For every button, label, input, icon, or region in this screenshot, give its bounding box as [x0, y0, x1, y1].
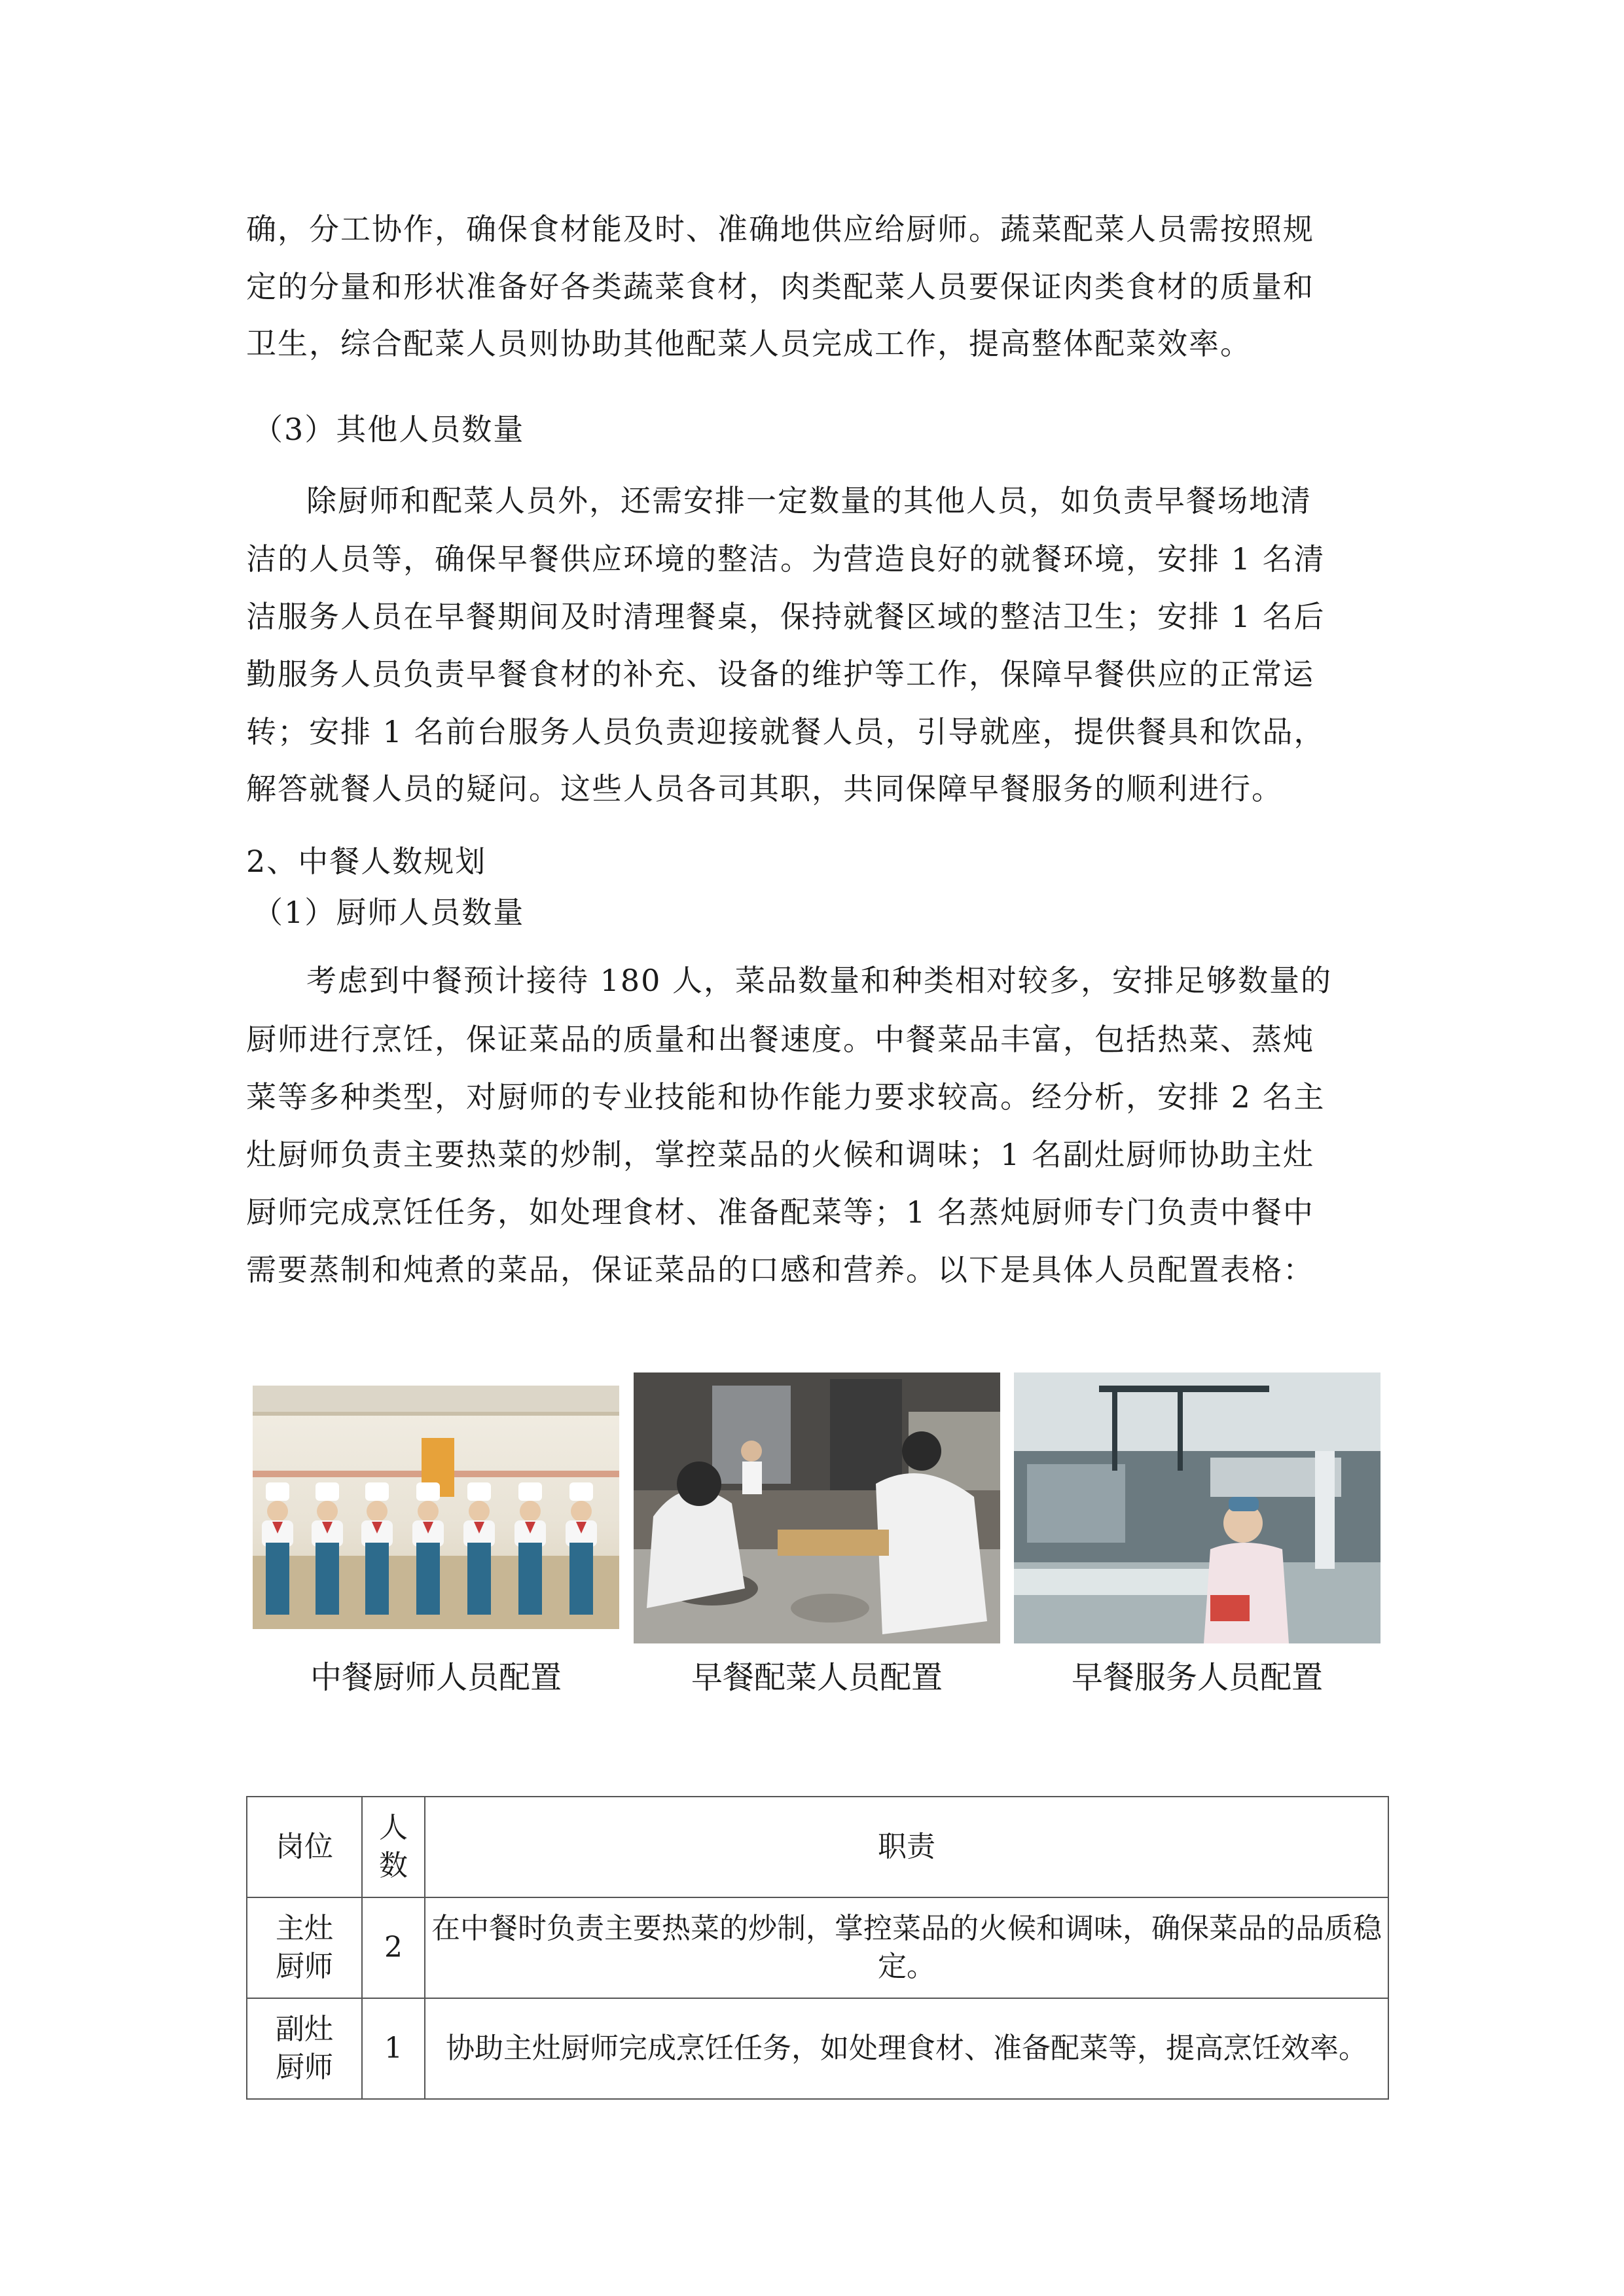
paragraph-line: 需要蒸制和炖煮的菜品，保证菜品的口感和营养。以下是具体人员配置表格：: [246, 1252, 1314, 1287]
staffing-table: [246, 1796, 1389, 2100]
paragraph-line: 勤服务人员负责早餐食材的补充、设备的维护等工作，保障早餐供应的正常运: [246, 656, 1314, 692]
paragraph-line: 洁的人员等，确保早餐供应环境的整洁。为营造良好的就餐环境，安排 1 名清: [246, 541, 1326, 577]
paragraph-line: 转；安排 1 名前台服务人员负责迎接就餐人员，引导就座，提供餐具和饮品，: [246, 714, 1326, 749]
paragraph-line: 灶厨师负责主要热菜的炒制，掌控菜品的火候和调味；1 名副灶厨师协助主灶: [246, 1137, 1314, 1172]
section-heading-lunch: 2、中餐人数规划: [246, 844, 487, 879]
photo-caption: 早餐服务人员配置: [1071, 1659, 1323, 1696]
paragraph-line: 定的分量和形状准备好各类蔬菜食材，肉类配菜人员要保证肉类食材的质量和: [246, 269, 1314, 304]
table-header-row: [247, 1797, 1388, 1897]
cell-count: 1: [362, 1998, 425, 2099]
paragraph-line: 卫生，综合配菜人员则协助其他配菜人员完成工作，提高整体配菜效率。: [246, 326, 1252, 361]
section-heading-chef-count: （1）厨师人员数量: [253, 895, 525, 930]
cell-duty: 协助主灶厨师完成烹饪任务，如处理食材、准备配菜等，提高烹饪效率。: [425, 1998, 1388, 2099]
kitchen-prep-photo: [634, 1372, 1000, 1643]
header-post: 岗位: [247, 1797, 362, 1897]
cell-post: [247, 1998, 362, 2099]
paragraph-line: 解答就餐人员的疑问。这些人员各司其职，共同保障早餐服务的顺利进行。: [246, 771, 1283, 806]
cell-count: 2: [362, 1897, 425, 1998]
cell-duty: 在中餐时负责主要热菜的炒制，掌控菜品的火候和调味，确保菜品的品质稳定。: [425, 1897, 1388, 1998]
paragraph-line: 确，分工协作，确保食材能及时、准确地供应给厨师。蔬菜配菜人员需按照规: [246, 211, 1314, 247]
paragraph-line: 洁服务人员在早餐期间及时清理餐桌，保持就餐区域的整洁卫生；安排 1 名后: [246, 599, 1326, 634]
service-counter-photo: [1014, 1372, 1380, 1643]
header-duty: 职责: [425, 1797, 1388, 1897]
header-count: [362, 1797, 425, 1897]
cell-post-text: 副灶厨师: [275, 2013, 333, 2084]
photo-caption: 中餐厨师人员配置: [310, 1659, 562, 1696]
photo-caption: 早餐配菜人员配置: [691, 1659, 943, 1696]
paragraph-line: 菜等多种类型，对厨师的专业技能和协作能力要求较高。经分析，安排 2 名主: [246, 1079, 1326, 1115]
header-count-text: 人数: [378, 1811, 408, 1882]
paragraph-line: 厨师完成烹饪任务，如处理食材、准备配菜等；1 名蒸炖厨师专门负责中餐中: [246, 1194, 1314, 1230]
section-heading-other-staff: （3）其他人员数量: [253, 412, 525, 447]
paragraph-line: 考虑到中餐预计接待 180 人，菜品数量和种类相对较多，安排足够数量的: [306, 963, 1333, 998]
cell-post-text: 主灶厨师: [275, 1912, 333, 1983]
cell-post: [247, 1897, 362, 1998]
chef-team-photo: [253, 1386, 619, 1629]
table-row: [247, 1998, 1388, 2099]
paragraph-line: 除厨师和配菜人员外，还需安排一定数量的其他人员，如负责早餐场地清: [306, 483, 1312, 518]
paragraph-line: 厨师进行烹饪，保证菜品的质量和出餐速度。中餐菜品丰富，包括热菜、蒸炖: [246, 1022, 1314, 1057]
table-row: [247, 1897, 1388, 1998]
